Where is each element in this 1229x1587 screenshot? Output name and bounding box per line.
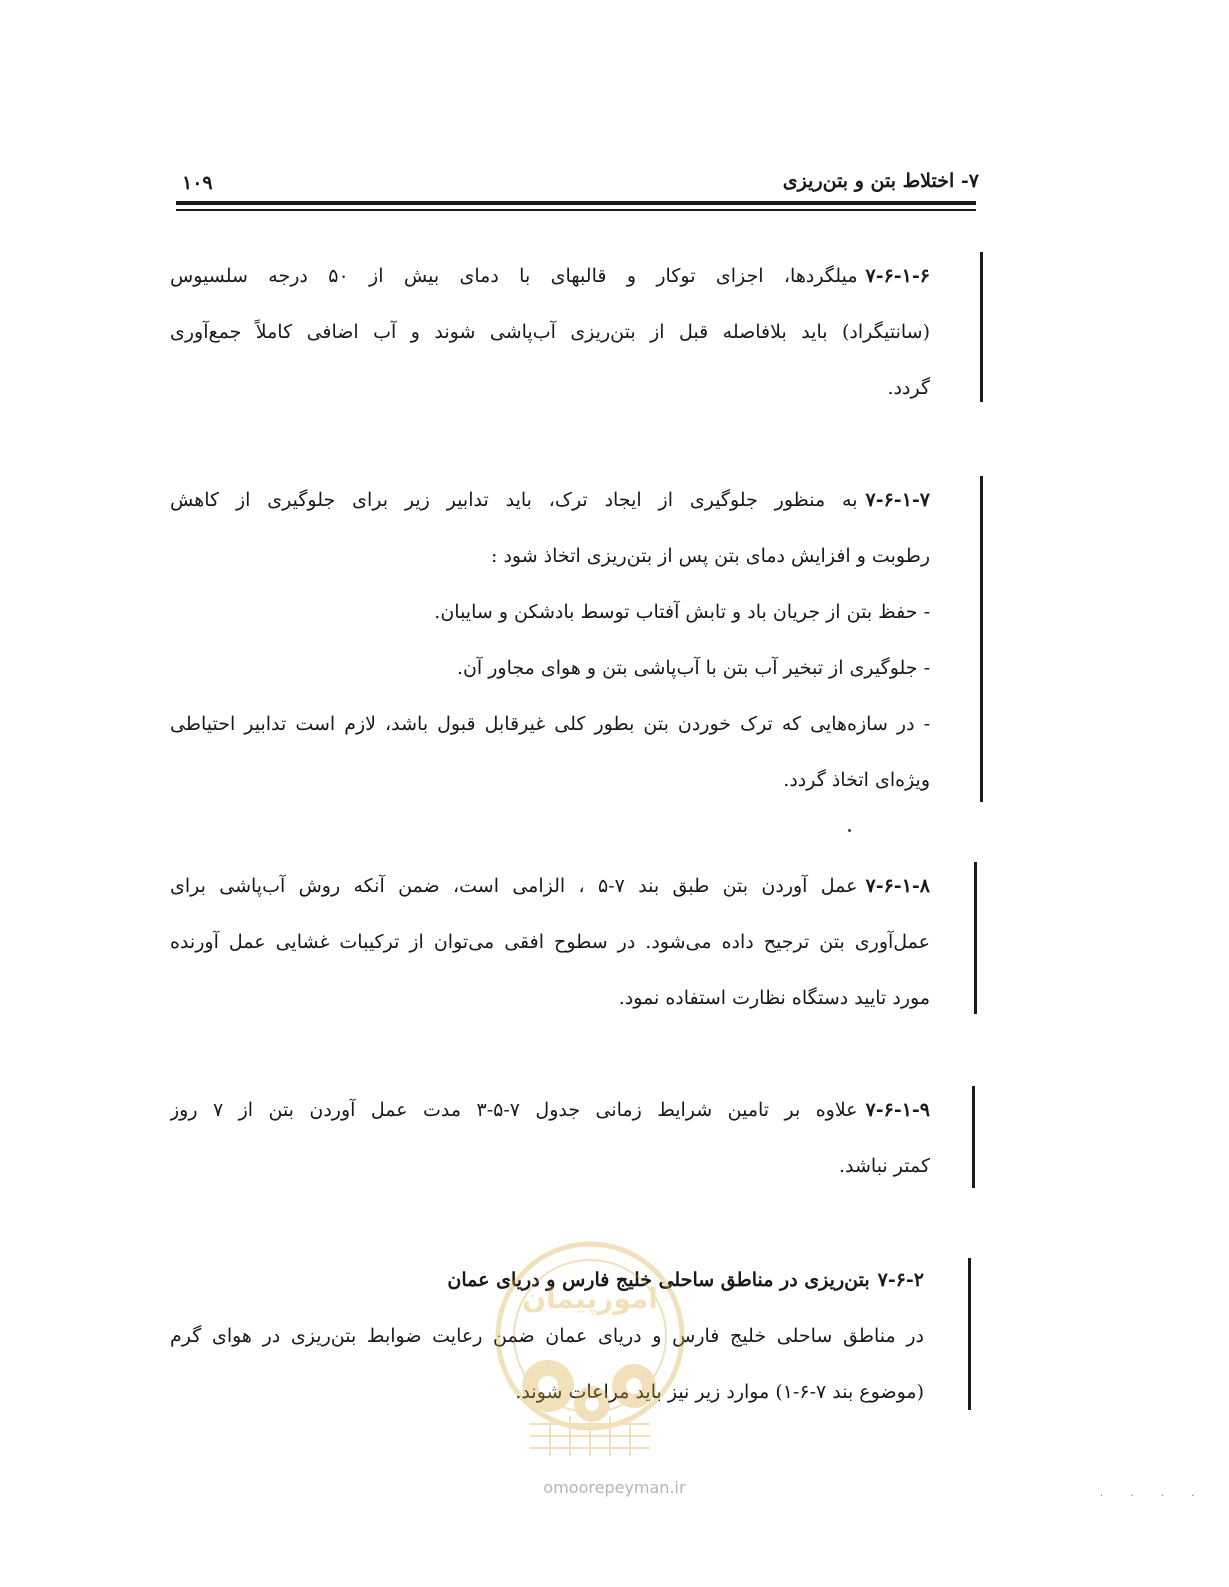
paragraph-line: در مناطق ساحلی خلیج فارس و دریای عمان ضمن رعایت ضوابط بتن‌ریزی در هوای گرم: [170, 1325, 924, 1347]
stray-dot: [848, 829, 851, 832]
revision-bar: [974, 862, 977, 1014]
paragraph-line: کمتر نباشد.: [838, 1155, 930, 1177]
paragraph-line: گردد.: [887, 377, 930, 399]
page-number: ۱۰۹: [182, 172, 213, 194]
paragraph-line: ۷-۶-۱-۹علاوه بر تامین شرایط زمانی جدول ۷-۵-۳ مدت عمل آوردن بتن از ۷ روز: [170, 1099, 930, 1121]
watermark-logo-text: امورپیمان: [522, 1282, 658, 1315]
section-7-6-1-9: [170, 1082, 930, 1194]
paragraph-line: ویژه‌ای اتخاذ گردد.: [783, 769, 930, 791]
watermark-site: omoorepeyman.ir: [543, 1478, 686, 1497]
section-number: ۷-۶-۱-۸: [865, 875, 930, 897]
paragraph-line: ۷-۶-۱-۷به منظور جلوگیری از ایجاد ترک، باید تدابیر زیر برای جلوگیری از کاهش: [170, 489, 930, 511]
section-7-6-2: [170, 1252, 924, 1420]
paragraph-line: (موضوع بند ۷-۶-۱) موارد زیر نیز باید مراعات شوند.: [515, 1381, 924, 1403]
revision-bar: [968, 1258, 971, 1410]
header-rule-thick: [176, 201, 976, 205]
section-number: ۷-۶-۱-۷: [865, 489, 930, 511]
paragraph-line: ۷-۶-۱-۸عمل آوردن بتن طبق بند ۷-۵ ، الزامی است، ضمن آنکه روش آب‌پاشی برای: [170, 875, 930, 897]
bullet-item: - حفظ بتن از جریان باد و تابش آفتاب توسط بادشکن و سایبان.: [434, 601, 930, 623]
chapter-title: ۷- اختلاط بتن و بتن‌ریزی: [782, 170, 979, 192]
paragraph-line: رطوبت و افزایش دمای بتن پس از بتن‌ریزی اتخاذ شود :: [491, 545, 930, 567]
revision-bar: [980, 476, 983, 802]
paragraph-line: ۷-۶-۱-۶میلگردها، اجزای توکار و قالبهای با دمای بیش از ۵۰ درجه سلسیوس: [170, 265, 930, 287]
section-number: ۷-۶-۱-۹: [865, 1099, 930, 1121]
section-7-6-1-6: [170, 248, 930, 416]
paragraph-line: عمل‌آوری بتن ترجیح داده می‌شود. در سطوح افقی می‌توان از ترکیبات غشایی عمل آورنده: [170, 931, 930, 953]
section-heading: ۷-۶-۲بتن‌ریزی در مناطق ساحلی خلیج فارس و دریای عمان: [447, 1269, 924, 1291]
revision-bar: [980, 252, 983, 402]
bullet-item: - در سازه‌هایی که ترک خوردن بتن بطور کلی غیرقابل قبول باشد، لازم است تدابیر احتیاطی: [170, 713, 930, 735]
section-number: ۷-۶-۱-۶: [865, 265, 930, 287]
bullet-item: - جلوگیری از تبخیر آب بتن با آب‌پاشی بتن و هوای مجاور آن.: [456, 657, 930, 679]
section-7-6-1-8: [170, 858, 930, 1026]
paragraph-line: مورد تایید دستگاه نظارت استفاده نمود.: [618, 987, 930, 1009]
section-number: ۷-۶-۲: [877, 1269, 924, 1291]
revision-bar: [972, 1086, 975, 1188]
paragraph-line: (سانتیگراد) باید بلافاصله قبل از بتن‌ریزی آب‌پاشی شوند و آب اضافی کاملاً جمع‌آوری: [170, 321, 930, 343]
scan-specks: · · · ·: [1100, 1491, 1207, 1502]
section-7-6-1-7: [170, 472, 930, 808]
header-rule-thin: [176, 209, 976, 211]
